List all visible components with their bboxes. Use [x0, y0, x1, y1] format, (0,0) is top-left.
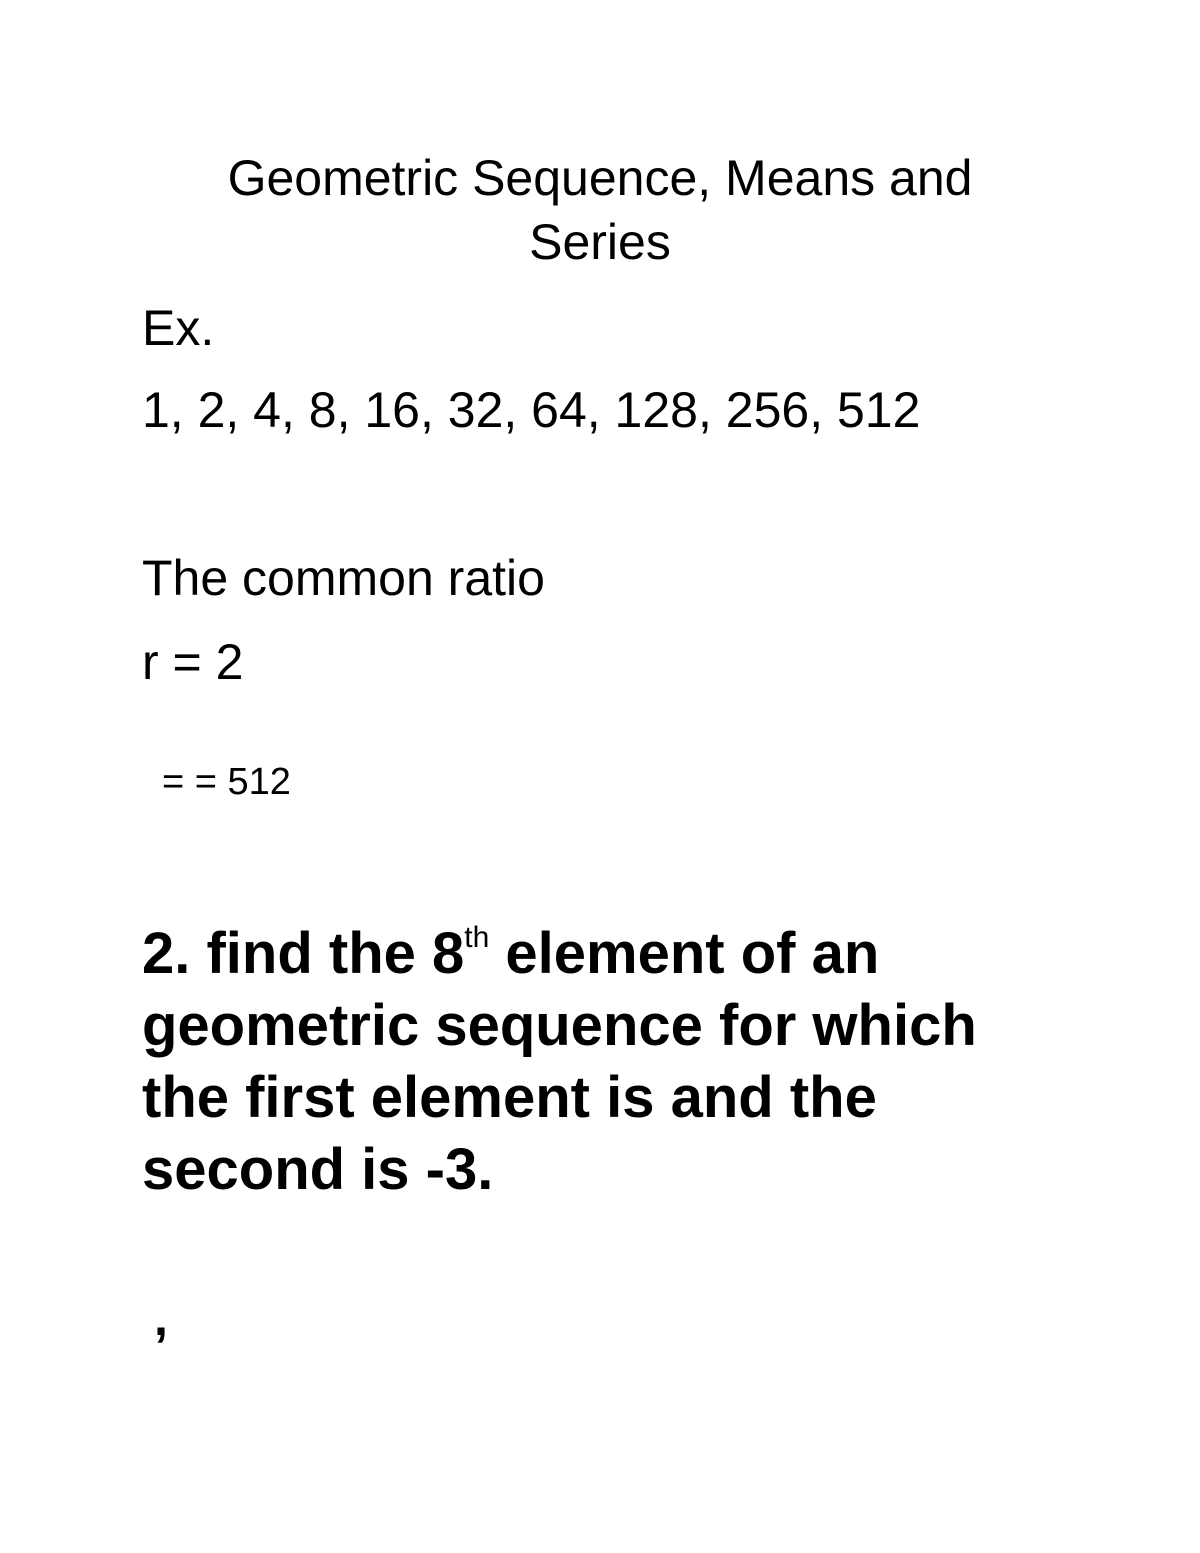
problem-line-1-end: element of an — [489, 921, 880, 986]
nth-term-equation: = = 512 — [162, 761, 291, 803]
problem-line-4: second is -3. — [142, 1137, 494, 1202]
title-line-1: Geometric Sequence, Means and — [227, 150, 973, 206]
problem-2-text — [142, 918, 1102, 1206]
title-line-2: Series — [529, 214, 671, 270]
problem-line-1-start: 2. find the 8 — [142, 921, 465, 986]
problem-line-1 — [142, 918, 1102, 990]
example-label: Ex. — [142, 300, 215, 356]
trailing-comma: , — [154, 1290, 168, 1346]
example-sequence: 1, 2, 4, 8, 16, 32, 64, 128, 256, 512 — [142, 382, 921, 438]
common-ratio-value: r = 2 — [142, 634, 244, 690]
problem-line-2: geometric sequence for which — [142, 993, 977, 1058]
problem-line-3: the first element is and the — [142, 1065, 877, 1130]
common-ratio-label: The common ratio — [142, 550, 545, 606]
ordinal-suffix: th — [464, 921, 490, 954]
page-title — [100, 146, 1100, 274]
